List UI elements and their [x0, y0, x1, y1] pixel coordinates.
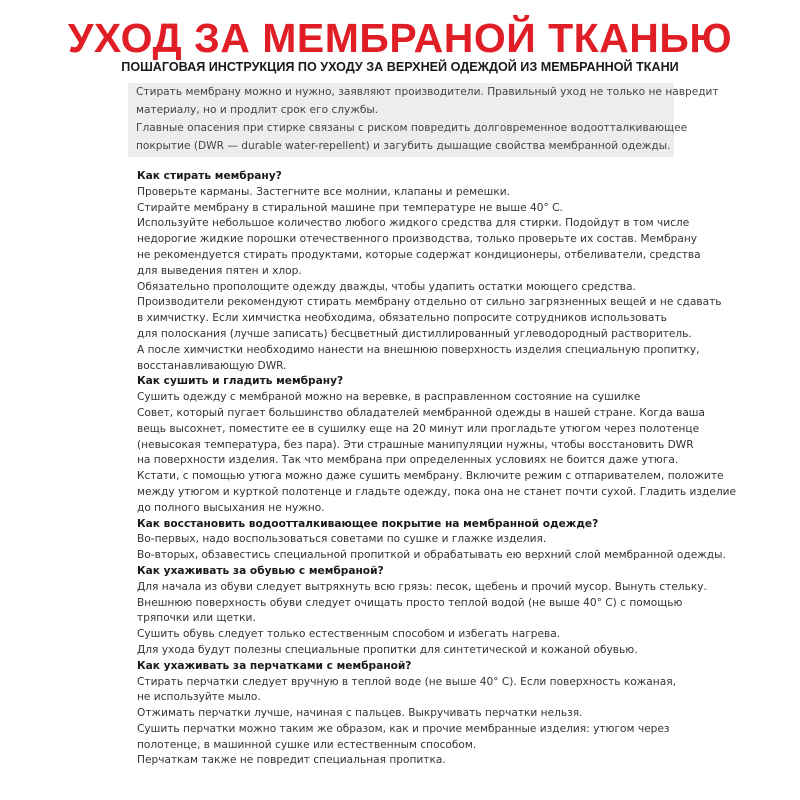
section-line: А после химчистки необходимо нанести на внешнюю поверхность изделия специальную пропитку, [137, 343, 700, 356]
page-subtitle: ПОШАГОВАЯ ИНСТРУКЦИЯ ПО УХОДУ ЗА ВЕРХНЕЙ ОДЕЖДОЙ ИЗ МЕМБРАННОЙ ТКАНИ [121, 60, 679, 74]
section-line: Совет, который пугает большинство обладателей мембранной одежды в нашей стране. Когда ваша [137, 406, 705, 419]
intro-line: материалу, но и продлит срок его службы. [136, 104, 379, 116]
section-line: Обязательно прополощите одежду дважды, чтобы удапить остатки моющего средства. [137, 280, 636, 293]
section-line: Сушить обувь следует только естественным способом и избегать нагрева. [137, 628, 561, 641]
section-line: восстанавливающую DWR. [137, 359, 287, 372]
section-heading: Как стирать мембрану? [137, 170, 282, 182]
section-line: полотенце, в машинной сушке или естественным способом. [137, 738, 477, 751]
section-line: (невысокая температура, без пара). Эти страшные манипуляции нужны, чтобы восстановить DWR [137, 438, 694, 451]
section-line: Для начала из обуви следует вытряхнуть всю грязь: песок, щебень и прочий мусор. Вынуть стельку. [137, 580, 707, 593]
section-line: для полоскания (лучше записать) бесцветный дистиллированный углеводородный растворитель. [137, 327, 692, 340]
page-title: УХОД ЗА МЕМБРАНОЙ ТКАНЬЮ [67, 15, 733, 61]
section-line: Для ухода будут полезны специальные пропитки для синтетической и кожаной обувью. [137, 643, 638, 656]
section-line: между утюгом и курткой полотенце и гладьте одежду, пока она не станет почти сухой. Гладить изделие [137, 485, 737, 498]
section-line: недорогие жидкие порошки отечественного производства, только проверьте их состав. Мембрану [137, 233, 698, 246]
intro-box [128, 83, 719, 157]
section [137, 374, 737, 516]
section-line: Внешнюю поверхность обуви следует очищать просто теплой водой (не выше 40° С) с помощью [137, 596, 683, 609]
section-line: Во-первых, надо воспользоваться советами по сушке и глажке изделия. [137, 533, 547, 546]
instructions-body [137, 169, 737, 769]
section-line: до полного высыхания не нужно. [137, 501, 325, 514]
section-line: Проверьте карманы. Застегните все молнии, клапаны и ремешки. [137, 185, 511, 198]
section [137, 517, 726, 564]
section-heading: Как ухаживать за обувью с мембраной? [137, 564, 384, 577]
section-line: вещь высохнет, поместите ее в сушилку еще на 20 минут или прогладьте утюгом через полотенце [137, 422, 700, 435]
intro-line: покрытие (DWR — durable water-repellent) и загубить дышащие свойства мембранной одежды. [136, 140, 671, 152]
section-line: Производители рекомендуют стирать мембрану отдельно от сильно загрязненных вещей и не сдавать [137, 296, 722, 309]
section-line: Кстати, с помощью утюга можно даже сушить мембрану. Включите режим с отпаривателем, положите [137, 470, 724, 483]
intro-line: Главные опасения при стирке связаны с риском повредить долговременное водоотталкивающее [136, 122, 688, 134]
section-line: Отжимать перчатки лучше, начиная с пальцев. Выкручивать перчатки нельзя. [137, 707, 583, 720]
section-line: Стирать перчатки следует вручную в теплой воде (не выше 40° С). Если поверхность кожаная, [137, 675, 676, 688]
section-line: на поверхности изделия. Так что мембрана при определенных условиях не боится даже утюга. [137, 454, 679, 467]
section-line: Стирайте мембрану в стиральной машине при температуре не выше 40° С. [137, 201, 563, 214]
section [137, 564, 707, 659]
section-line: в химчистку. Если химчистка необходима, обязательно попросите сотрудников использовать [137, 312, 667, 325]
section-line: Во-вторых, обзавестись специальной пропиткой и обрабатывать ею верхний слой мембранной одежды. [137, 549, 726, 562]
section-line: Используйте небольшое количество любого жидкого средства для стирки. Подойдут в том числе [137, 217, 690, 230]
section-line: не рекомендуется стирать продуктами, которые содержат кондиционеры, отбеливатели, средства [137, 248, 701, 261]
intro-line: Стирать мембрану можно и нужно, заявляют производители. Правильный уход не только не навредит [136, 86, 719, 98]
section-heading: Как ухаживать за перчатками с мембраной? [137, 659, 412, 672]
section-line: тряпочки или щетки. [137, 612, 256, 625]
section-heading: Как восстановить водоотталкивающее покрытие на мембранной одежде? [137, 517, 599, 530]
section-line: не используйте мыло. [137, 691, 261, 704]
section [137, 659, 677, 770]
section-heading: Как сушить и гладить мембрану? [137, 375, 344, 388]
section-line: для выведения пятен и хлор. [137, 264, 302, 277]
section-line: Сушить перчатки можно таким же образом, как и прочие мембранные изделия: утюгом через [137, 722, 670, 735]
section [137, 169, 722, 374]
section-line: Сушить одежду с мембраной можно на веревке, в расправленном состояние на сушилке [137, 391, 641, 404]
section-line: Перчаткам также не повредит специальная пропитка. [137, 754, 446, 767]
